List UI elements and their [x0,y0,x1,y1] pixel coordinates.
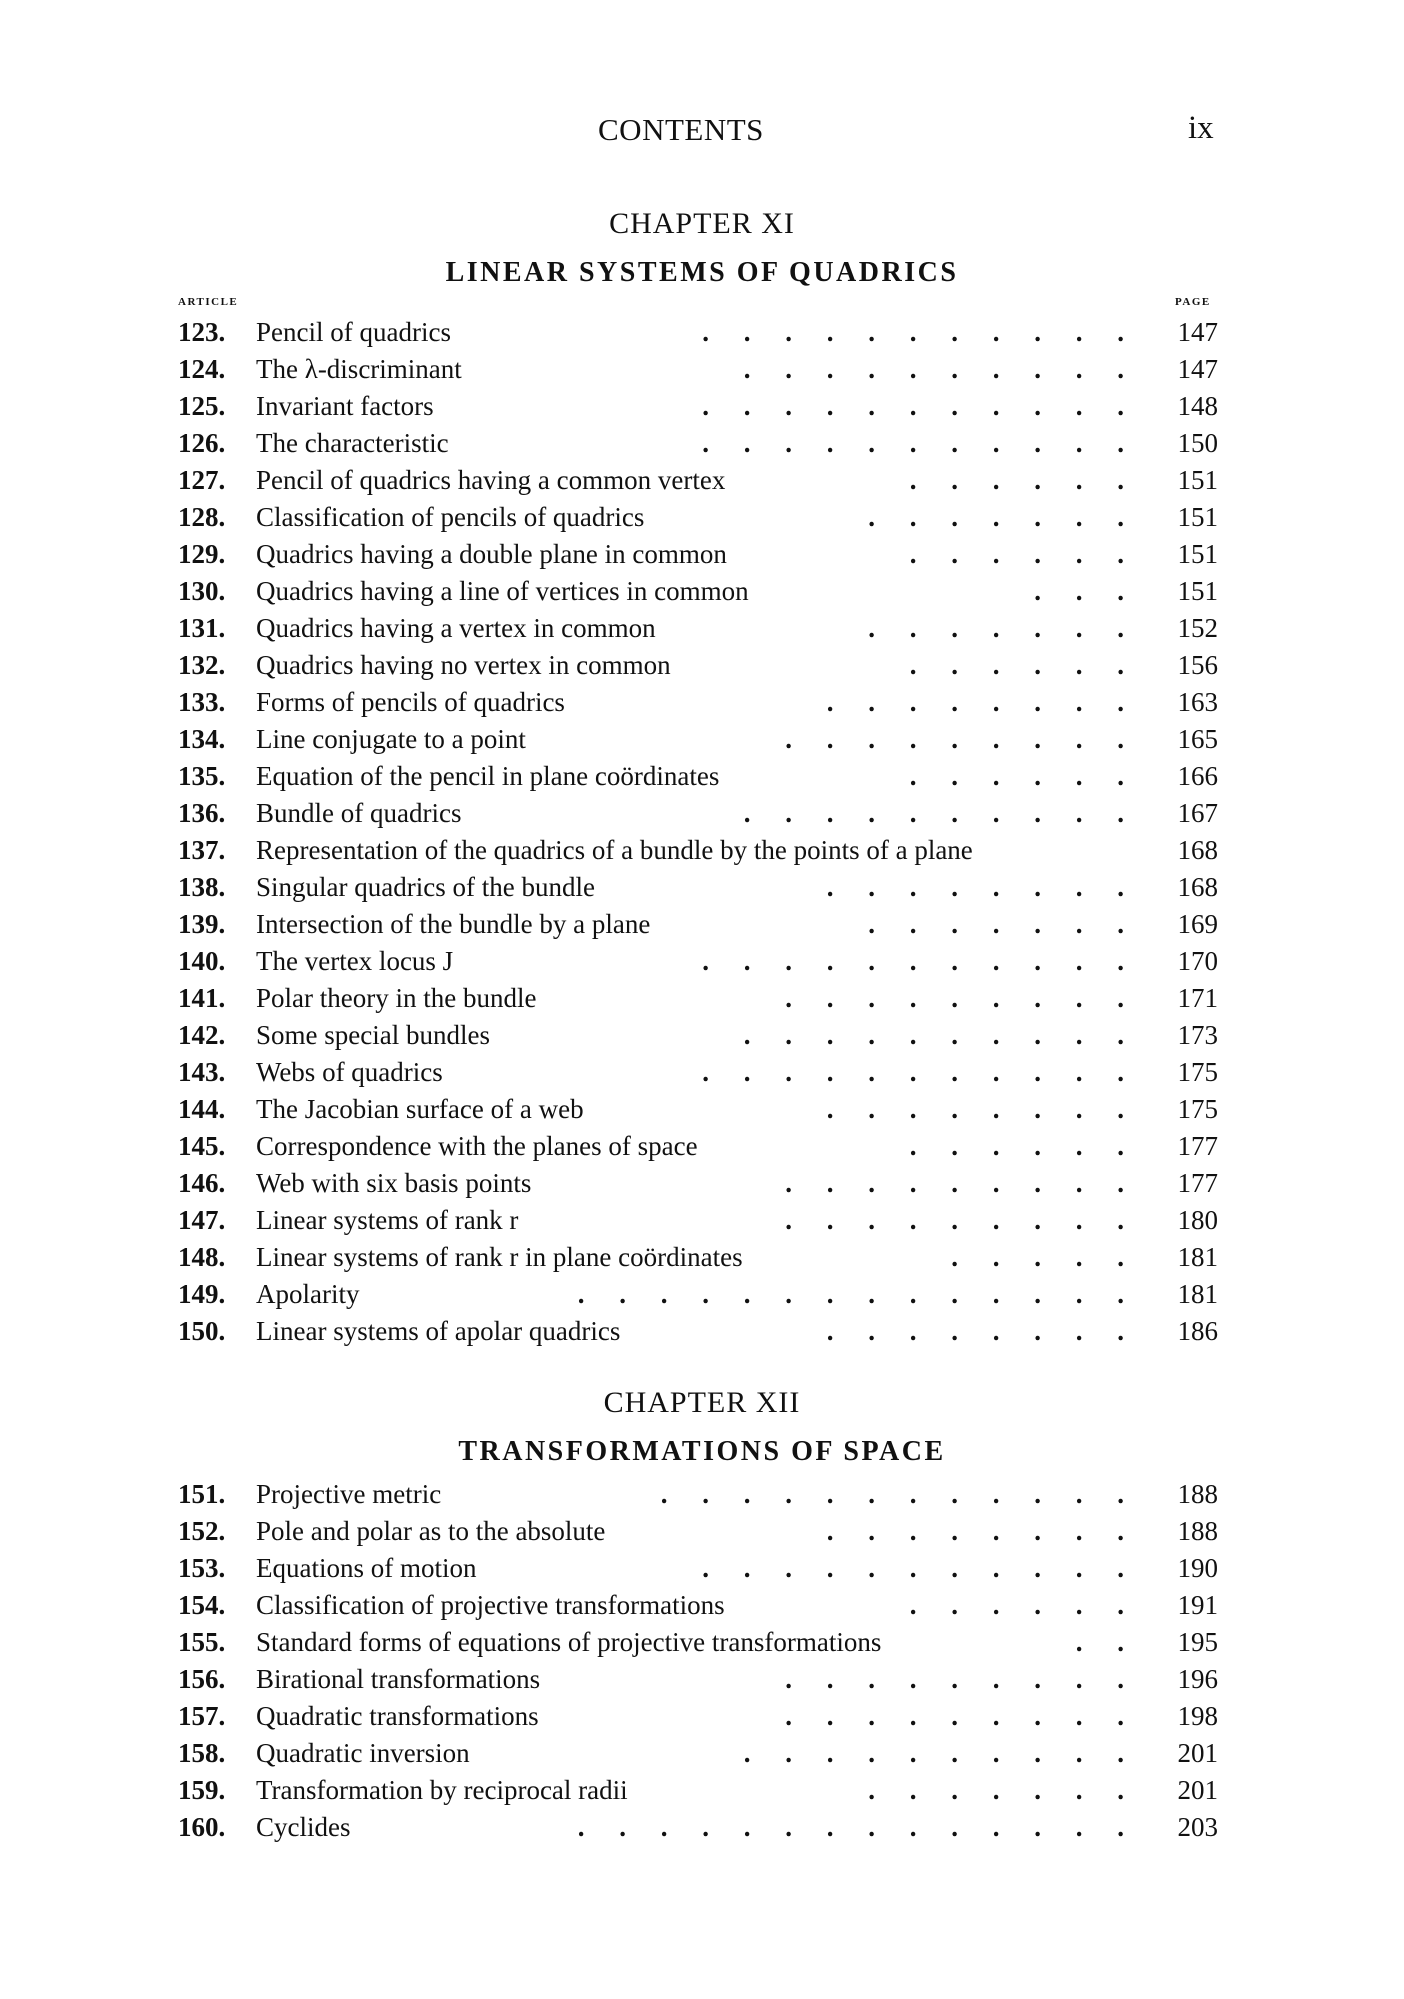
entry-title: Some special bundles [256,1020,490,1050]
article-number: 134. [178,724,226,754]
dot-leader: . . . . . . . . . [785,983,1138,1013]
entry-title: Projective metric [256,1479,442,1509]
toc-entry [178,1276,1218,1313]
entry-title: Intersection of the bundle by a plane [256,909,651,939]
article-number: 158. [178,1738,226,1768]
page-column-heading: PAGE [1175,296,1211,308]
toc-entry [178,758,1218,795]
toc-entry [178,943,1218,980]
dot-leader: . . . . . . [909,1590,1138,1620]
toc-entry [178,1054,1218,1091]
dot-leader: . . . . . . . [868,1775,1138,1805]
dot-leader: . . . . . . . [868,909,1138,939]
toc-entry [178,314,1218,351]
entry-page-number: 186 [1177,1316,1218,1346]
entry-title: Pencil of quadrics [256,317,451,347]
toc-entry [178,425,1218,462]
entry-title: Forms of pencils of quadrics [256,687,565,717]
entry-page-number: 175 [1177,1094,1218,1124]
dot-leader: . . . . . . . . . . . [702,1553,1138,1583]
running-title: CONTENTS [598,112,764,147]
entry-title: Equation of the pencil in plane coördinates [256,761,720,791]
entry-page-number: 203 [1177,1812,1218,1842]
entry-page-number: 156 [1177,650,1218,680]
entry-title: Quadrics having a double plane in common [256,539,727,569]
toc-entry [178,647,1218,684]
entry-page-number: 177 [1177,1131,1218,1161]
entry-title: Equations of motion [256,1553,477,1583]
toc-entry [178,1091,1218,1128]
entry-page-number: 165 [1177,724,1218,754]
toc-entry [178,1809,1218,1846]
entry-title: Linear systems of rank r in plane coördinates [256,1242,743,1272]
toc-entry [178,388,1218,425]
entry-page-number: 147 [1177,317,1218,347]
dot-leader: . . . . . . [909,465,1138,495]
dot-leader: . . . . . . . . [826,872,1138,902]
entry-title: Quadrics having a vertex in common [256,613,656,643]
entry-page-number: 169 [1177,909,1218,939]
dot-leader: . . . . . . . . . [785,1205,1138,1235]
dot-leader: . . . . . . . . [826,1516,1138,1546]
entry-page-number: 152 [1177,613,1218,643]
entry-page-number: 180 [1177,1205,1218,1235]
article-number: 154. [178,1590,226,1620]
dot-leader: . . . . . . . . . . . [702,428,1138,458]
entry-page-number: 168 [1177,872,1218,902]
entry-page-number: 181 [1177,1242,1218,1272]
dot-leader: . . . [1034,576,1138,606]
toc-entry-list [178,1476,1218,1846]
entry-page-number: 151 [1177,539,1218,569]
entry-title: The Jacobian surface of a web [256,1094,584,1124]
dot-leader: . . . . . . . . . . . . . . [577,1812,1138,1842]
toc-entry [178,1735,1218,1772]
article-number: 131. [178,613,226,643]
article-number: 142. [178,1020,226,1050]
entry-title: Classification of projective transformations [256,1590,725,1620]
entry-page-number: 190 [1177,1553,1218,1583]
entry-page-number: 151 [1177,465,1218,495]
entry-page-number: 173 [1177,1020,1218,1050]
article-number: 130. [178,576,226,606]
article-number: 127. [178,465,226,495]
entry-page-number: 191 [1177,1590,1218,1620]
toc-entry [178,906,1218,943]
dot-leader: . . . . . . . . . . . [702,391,1138,421]
entry-title: Web with six basis points [256,1168,532,1198]
article-number: 129. [178,539,226,569]
article-number: 144. [178,1094,226,1124]
entry-page-number: 148 [1177,391,1218,421]
dot-leader: . . . . . . . . . . . [702,946,1138,976]
dot-leader: . . . . . . . . . [785,1168,1138,1198]
article-number: 152. [178,1516,226,1546]
toc-entry-list [178,314,1218,1350]
toc-entry [178,1587,1218,1624]
dot-leader: . . . . . . . . . . [743,1738,1138,1768]
toc-entry [178,1313,1218,1350]
toc-entry [178,1513,1218,1550]
toc-entry [178,1624,1218,1661]
article-number: 160. [178,1812,226,1842]
article-number: 140. [178,946,226,976]
article-number: 123. [178,317,226,347]
entry-page-number: 167 [1177,798,1218,828]
article-number: 150. [178,1316,226,1346]
chapter-number: CHAPTER XII [603,1386,801,1419]
toc-entry [178,1239,1218,1276]
entry-title: Linear systems of rank r [256,1205,519,1235]
entry-title: Classification of pencils of quadrics [256,502,645,532]
toc-entry [178,1772,1218,1809]
entry-page-number: 163 [1177,687,1218,717]
chapter-title: LINEAR SYSTEMS OF QUADRICS [445,257,959,288]
entry-page-number: 151 [1177,502,1218,532]
entry-page-number: 201 [1177,1775,1218,1805]
column-headings [0,296,1404,310]
entry-title: The vertex locus J [256,946,454,976]
entry-title: Pole and polar as to the absolute [256,1516,606,1546]
entry-title: Correspondence with the planes of space [256,1131,698,1161]
entry-title: Quadratic transformations [256,1701,539,1731]
dot-leader: . . . . . [951,1242,1138,1272]
entry-page-number: 175 [1177,1057,1218,1087]
entry-title: Bundle of quadrics [256,798,462,828]
entry-title: Linear systems of apolar quadrics [256,1316,621,1346]
toc-entry [178,610,1218,647]
article-number: 148. [178,1242,226,1272]
article-number: 146. [178,1168,226,1198]
entry-title: Polar theory in the bundle [256,983,537,1013]
entry-page-number: 198 [1177,1701,1218,1731]
entry-title: Apolarity [256,1279,360,1309]
entry-title: Quadratic inversion [256,1738,470,1768]
dot-leader: . . . . . . . . [826,687,1138,717]
dot-leader: . . . . . . . . . [785,1701,1138,1731]
dot-leader: . . . . . . . . . . . [702,317,1138,347]
dot-leader: . . . . . . . . . . . . [660,1479,1138,1509]
dot-leader: . . . . . . . . [826,1094,1138,1124]
article-column-heading: ARTICLE [178,296,239,308]
article-number: 143. [178,1057,226,1087]
entry-page-number: 171 [1177,983,1218,1013]
dot-leader: . . . . . . . . . . . [702,1057,1138,1087]
dot-leader: . . . . . . . [868,502,1138,532]
article-number: 159. [178,1775,226,1805]
page-number: ix [1188,110,1214,146]
toc-entry [178,684,1218,721]
article-number: 137. [178,835,226,865]
entry-page-number: 188 [1177,1479,1218,1509]
dot-leader: . . . . . . [909,650,1138,680]
entry-title: Quadrics having no vertex in common [256,650,671,680]
entry-title: Line conjugate to a point [256,724,526,754]
article-number: 135. [178,761,226,791]
article-number: 132. [178,650,226,680]
dot-leader: . . . . . . . [868,613,1138,643]
toc-entry [178,721,1218,758]
entry-title: Webs of quadrics [256,1057,443,1087]
toc-entry [178,869,1218,906]
article-number: 124. [178,354,226,384]
entry-title: Pencil of quadrics having a common vertex [256,465,726,495]
entry-title: The characteristic [256,428,449,458]
article-number: 126. [178,428,226,458]
chapter-title: TRANSFORMATIONS OF SPACE [458,1436,946,1467]
entry-page-number: 195 [1177,1627,1218,1657]
dot-leader: . . . . . . . . [826,1316,1138,1346]
entry-title: Quadrics having a line of vertices in common [256,576,749,606]
toc-entry [178,1550,1218,1587]
entry-title: The λ-discriminant [256,354,462,384]
dot-leader: . . . . . . . . . [785,724,1138,754]
entry-page-number: 150 [1177,428,1218,458]
article-number: 149. [178,1279,226,1309]
toc-entry [178,1476,1218,1513]
toc-entry [178,1017,1218,1054]
article-number: 157. [178,1701,226,1731]
toc-entry [178,795,1218,832]
dot-leader: . . . . . . . . . . [743,1020,1138,1050]
entry-title: Cyclides [256,1812,351,1842]
article-number: 128. [178,502,226,532]
entry-page-number: 168 [1177,835,1218,865]
entry-title: Representation of the quadrics of a bundle by the points of a plane [256,835,973,865]
article-number: 151. [178,1479,226,1509]
chapter-number: CHAPTER XI [609,207,795,240]
toc-entry [178,1661,1218,1698]
article-number: 147. [178,1205,226,1235]
article-number: 155. [178,1627,226,1657]
toc-entry [178,536,1218,573]
article-number: 141. [178,983,226,1013]
article-number: 153. [178,1553,226,1583]
toc-entry [178,499,1218,536]
entry-page-number: 188 [1177,1516,1218,1546]
entry-page-number: 181 [1177,1279,1218,1309]
toc-entry [178,1128,1218,1165]
dot-leader: . . . . . . . . . . [743,798,1138,828]
article-number: 138. [178,872,226,902]
entry-page-number: 147 [1177,354,1218,384]
entry-title: Invariant factors [256,391,434,421]
running-head [0,112,1404,152]
dot-leader: . . . . . . [909,761,1138,791]
toc-entry [178,1202,1218,1239]
dot-leader: . . . . . . . . . . . . . . [577,1279,1138,1309]
toc-entry [178,573,1218,610]
toc-entry [178,980,1218,1017]
entry-title: Standard forms of equations of projective transformations [256,1627,882,1657]
entry-page-number: 201 [1177,1738,1218,1768]
entry-title: Birational transformations [256,1664,541,1694]
entry-page-number: 170 [1177,946,1218,976]
dot-leader: . . . . . . . . . [785,1664,1138,1694]
entry-title: Transformation by reciprocal radii [256,1775,628,1805]
dot-leader: . . [1075,1627,1138,1657]
entry-page-number: 166 [1177,761,1218,791]
toc-entry [178,462,1218,499]
toc-entry [178,1698,1218,1735]
entry-title: Singular quadrics of the bundle [256,872,595,902]
dot-leader: . . . . . . [909,1131,1138,1161]
entry-page-number: 177 [1177,1168,1218,1198]
entry-page-number: 151 [1177,576,1218,606]
article-number: 133. [178,687,226,717]
article-number: 136. [178,798,226,828]
entry-page-number: 196 [1177,1664,1218,1694]
dot-leader: . . . . . . . . . . [743,354,1138,384]
article-number: 125. [178,391,226,421]
article-number: 156. [178,1664,226,1694]
toc-entry [178,832,1218,869]
article-number: 139. [178,909,226,939]
toc-entry [178,1165,1218,1202]
toc-entry [178,351,1218,388]
dot-leader: . . . . . . [909,539,1138,569]
article-number: 145. [178,1131,226,1161]
